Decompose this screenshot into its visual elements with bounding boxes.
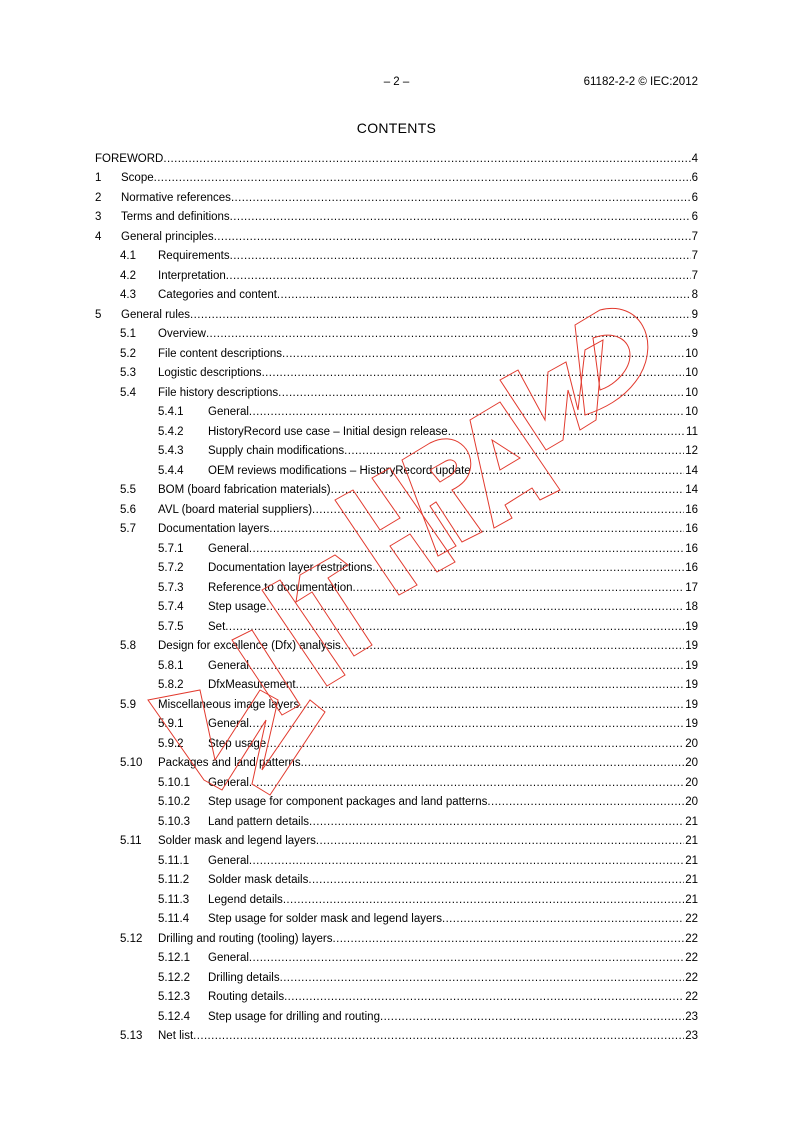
document-id: 61182-2-2 © IEC:2012 bbox=[583, 76, 698, 88]
toc-entry-text: General bbox=[208, 718, 249, 731]
toc-entry[interactable] bbox=[95, 500, 698, 520]
toc-entry-page: 12 bbox=[685, 445, 698, 458]
toc-entry-number: 5.3 bbox=[120, 367, 136, 380]
toc-entry-page: 9 bbox=[691, 328, 698, 341]
toc-entry-text: Interpretation bbox=[158, 269, 226, 282]
toc-entry-page: 8 bbox=[691, 289, 698, 302]
toc-entry[interactable] bbox=[95, 325, 698, 345]
toc-entry-page: 7 bbox=[691, 250, 698, 263]
toc-entry[interactable] bbox=[95, 461, 698, 481]
toc-entry-title bbox=[158, 757, 684, 769]
toc-entry[interactable] bbox=[95, 793, 698, 813]
toc-entry-text: File history descriptions bbox=[158, 386, 279, 399]
toc-entry-title bbox=[208, 991, 684, 1003]
toc-entry-text: Documentation layer restrictions bbox=[208, 562, 373, 575]
toc-entry-page: 10 bbox=[685, 367, 698, 380]
toc-entry[interactable] bbox=[95, 383, 698, 403]
toc-entry-title bbox=[158, 699, 684, 711]
toc-entry[interactable] bbox=[95, 695, 698, 715]
toc-entry-page: 6 bbox=[691, 172, 698, 185]
toc-entry-title bbox=[208, 445, 684, 457]
toc-entry-page: 23 bbox=[685, 1030, 698, 1043]
toc-entry-title bbox=[158, 504, 684, 516]
toc-entry[interactable] bbox=[95, 305, 698, 325]
toc-entry[interactable] bbox=[95, 403, 698, 423]
toc-entry-title bbox=[208, 972, 684, 984]
toc-entry-text: General bbox=[208, 952, 249, 965]
toc-entry[interactable] bbox=[95, 812, 698, 832]
toc-entry-text: General bbox=[208, 776, 249, 789]
toc-entry-title bbox=[158, 328, 691, 340]
toc-entry-number: 5.7.4 bbox=[158, 601, 184, 614]
toc-entry-number: 5.10.2 bbox=[158, 796, 190, 809]
toc-entry-title bbox=[158, 523, 684, 535]
toc-entry-title bbox=[121, 172, 691, 184]
toc-entry[interactable] bbox=[95, 364, 698, 384]
toc-entry-page: 10 bbox=[685, 386, 698, 399]
toc-entry-text: Scope bbox=[121, 172, 154, 185]
toc-entry-title bbox=[95, 153, 691, 165]
toc-entry-text: Step usage for solder mask and legend layers bbox=[208, 913, 442, 926]
toc-entry-title bbox=[158, 640, 684, 652]
toc-entry-number: 5.11 bbox=[120, 835, 142, 848]
toc-entry-number: 5.4.2 bbox=[158, 425, 184, 438]
toc-entry-title bbox=[158, 484, 684, 496]
toc-entry-page: 16 bbox=[685, 523, 698, 536]
toc-entry-title bbox=[121, 192, 691, 204]
toc-entry-number: 5.11.4 bbox=[158, 913, 190, 926]
toc-entry-text: OEM reviews modifications – HistoryRecord update bbox=[208, 464, 471, 477]
toc-entry[interactable] bbox=[95, 734, 698, 754]
toc-entry-text: Solder mask details bbox=[208, 874, 309, 887]
toc-entry-page: 21 bbox=[685, 854, 698, 867]
toc-entry-title bbox=[158, 387, 684, 399]
toc-entry-title bbox=[208, 738, 684, 750]
toc-entry-number: 5.4 bbox=[120, 386, 136, 399]
toc-entry[interactable] bbox=[95, 715, 698, 735]
toc-entry-page: 6 bbox=[691, 191, 698, 204]
toc-entry[interactable] bbox=[95, 247, 698, 267]
toc-entry-text: General bbox=[208, 542, 249, 555]
toc-entry-title bbox=[208, 621, 684, 633]
toc-entry-title bbox=[158, 933, 684, 945]
toc-entry[interactable] bbox=[95, 208, 698, 228]
toc-entry-text: Step usage for drilling and routing bbox=[208, 1010, 380, 1023]
toc-entry-page: 4 bbox=[691, 152, 698, 165]
toc-entry-number: 2 bbox=[95, 191, 102, 204]
toc-entry-page: 19 bbox=[685, 698, 698, 711]
toc-entry-page: 14 bbox=[685, 464, 698, 477]
toc-entry-page: 14 bbox=[685, 484, 698, 497]
toc-entry-number: 5.12.2 bbox=[158, 971, 190, 984]
toc-entry[interactable] bbox=[95, 1007, 698, 1027]
toc-entry-title bbox=[208, 952, 684, 964]
toc-entry[interactable] bbox=[95, 968, 698, 988]
toc-entry-text: Set bbox=[208, 620, 226, 633]
toc-entry-title bbox=[208, 796, 684, 808]
toc-entry-title bbox=[158, 270, 691, 282]
toc-entry-text: Routing details bbox=[208, 991, 285, 1004]
toc-entry-page: 20 bbox=[685, 776, 698, 789]
toc-entry-text: Step usage for component packages and land patterns bbox=[208, 796, 488, 809]
toc-entry-number: 4 bbox=[95, 230, 102, 243]
toc-entry-number: 5.4.4 bbox=[158, 464, 184, 477]
toc-entry[interactable] bbox=[95, 871, 698, 891]
toc-entry-page: 18 bbox=[685, 601, 698, 614]
toc-entry-page: 22 bbox=[685, 991, 698, 1004]
toc-entry-number: 5.8 bbox=[120, 640, 136, 653]
toc-entry-page: 16 bbox=[685, 542, 698, 555]
toc-entry-number: 5.7.2 bbox=[158, 562, 184, 575]
toc-entry[interactable] bbox=[95, 832, 698, 852]
toc-entry-page: 22 bbox=[685, 971, 698, 984]
toc-entry-title bbox=[121, 309, 691, 321]
toc-entry-title bbox=[208, 1011, 684, 1023]
toc-entry-page: 20 bbox=[685, 757, 698, 770]
toc-entry-title bbox=[208, 660, 684, 672]
toc-entry[interactable] bbox=[95, 539, 698, 559]
toc-entry-text: AVL (board material suppliers) bbox=[158, 503, 313, 516]
toc-entry-title bbox=[208, 562, 684, 574]
page-header bbox=[95, 76, 698, 92]
toc-entry-page: 21 bbox=[685, 874, 698, 887]
toc-entry-text: Terms and definitions bbox=[121, 211, 230, 224]
toc-entry-page: 7 bbox=[691, 269, 698, 282]
toc-entry-page: 7 bbox=[691, 230, 698, 243]
toc-entry-page: 17 bbox=[685, 581, 698, 594]
toc-entry-text: General bbox=[208, 406, 249, 419]
table-of-contents bbox=[95, 149, 698, 1046]
toc-entry[interactable] bbox=[95, 754, 698, 774]
toc-entry-page: 20 bbox=[685, 796, 698, 809]
toc-entry-page: 21 bbox=[685, 815, 698, 828]
toc-entry-number: 5.5 bbox=[120, 484, 136, 497]
toc-entry-number: 5.7.1 bbox=[158, 542, 184, 555]
toc-entry-number: 5.7 bbox=[120, 523, 136, 536]
toc-entry-number: 5.11.1 bbox=[158, 854, 190, 867]
toc-entry-text: General bbox=[208, 659, 249, 672]
toc-entry[interactable] bbox=[95, 227, 698, 247]
toc-entry-text: General rules bbox=[121, 308, 191, 321]
toc-entry-number: 5.12 bbox=[120, 932, 143, 945]
toc-entry-title bbox=[208, 913, 684, 925]
toc-entry-number: 5.10 bbox=[120, 757, 143, 770]
toc-entry-page: 11 bbox=[686, 425, 698, 438]
toc-entry-page: 22 bbox=[685, 952, 698, 965]
toc-entry-title bbox=[208, 465, 684, 477]
toc-entry-number: 5.6 bbox=[120, 503, 136, 516]
toc-entry-text: Overview bbox=[158, 328, 206, 341]
toc-entry-title bbox=[208, 874, 684, 886]
toc-entry-text: Net list bbox=[158, 1030, 194, 1043]
toc-entry-title bbox=[121, 211, 691, 223]
toc-entry-page: 10 bbox=[685, 347, 698, 360]
toc-entry-number: 4.1 bbox=[120, 250, 136, 263]
toc-entry-number: 5.8.2 bbox=[158, 679, 184, 692]
toc-entry-page: 19 bbox=[685, 659, 698, 672]
toc-entry-page: 19 bbox=[685, 620, 698, 633]
toc-entry[interactable] bbox=[95, 266, 698, 286]
toc-entry-text: Categories and content bbox=[158, 289, 277, 302]
toc-entry[interactable] bbox=[95, 949, 698, 969]
toc-entry[interactable] bbox=[95, 598, 698, 618]
toc-entry-page: 16 bbox=[685, 562, 698, 575]
toc-entry-number: 3 bbox=[95, 211, 102, 224]
toc-entry[interactable] bbox=[95, 442, 698, 462]
toc-entry-text: BOM (board fabrication materials) bbox=[158, 484, 331, 497]
toc-entry-text: Land pattern details bbox=[208, 815, 310, 828]
toc-entry-text: Requirements bbox=[158, 250, 230, 263]
toc-entry-number: 5.8.1 bbox=[158, 659, 184, 672]
toc-entry-number: 5.13 bbox=[120, 1030, 143, 1043]
toc-entry[interactable] bbox=[95, 286, 698, 306]
toc-entry-title bbox=[208, 816, 684, 828]
toc-entry-text: Documentation layers bbox=[158, 523, 270, 536]
toc-entry[interactable] bbox=[95, 149, 698, 169]
toc-entry-text: HistoryRecord use case – Initial design release bbox=[208, 425, 448, 438]
toc-entry[interactable] bbox=[95, 520, 698, 540]
toc-entry[interactable] bbox=[95, 890, 698, 910]
toc-entry-number: 5.11.3 bbox=[158, 893, 190, 906]
toc-entry-number: 5.12.3 bbox=[158, 991, 190, 1004]
toc-entry-number: 5.7.5 bbox=[158, 620, 184, 633]
toc-entry-title bbox=[208, 777, 684, 789]
toc-entry-text: Normative references bbox=[121, 191, 231, 204]
toc-entry-number: 5.12.4 bbox=[158, 1010, 190, 1023]
toc-entry-title bbox=[208, 543, 684, 555]
toc-entry-text: General principles bbox=[121, 230, 214, 243]
toc-entry-number: 5.9 bbox=[120, 698, 136, 711]
toc-entry-title bbox=[208, 426, 685, 438]
toc-entry-number: 5.10.1 bbox=[158, 776, 190, 789]
page-number: – 2 – bbox=[383, 76, 410, 88]
toc-entry-number: 5.10.3 bbox=[158, 815, 190, 828]
toc-entry-page: 22 bbox=[685, 913, 698, 926]
toc-entry-title bbox=[158, 367, 684, 379]
page-title: CONTENTS bbox=[356, 120, 437, 136]
toc-entry[interactable] bbox=[95, 559, 698, 579]
toc-entry-title bbox=[208, 679, 684, 691]
toc-entry-title bbox=[158, 348, 684, 360]
toc-entry-number: 5.2 bbox=[120, 347, 136, 360]
toc-entry-text: Drilling and routing (tooling) layers bbox=[158, 932, 333, 945]
toc-entry-page: 21 bbox=[685, 893, 698, 906]
toc-entry-text: FOREWORD bbox=[95, 152, 164, 165]
toc-entry-text: Packages and land patterns bbox=[158, 757, 301, 770]
toc-entry-title bbox=[158, 835, 684, 847]
toc-entry-page: 21 bbox=[685, 835, 698, 848]
toc-entry[interactable] bbox=[95, 578, 698, 598]
toc-entry-title bbox=[158, 1030, 684, 1042]
toc-entry-text: Step usage bbox=[208, 737, 267, 750]
toc-entry[interactable] bbox=[95, 773, 698, 793]
toc-entry[interactable] bbox=[95, 188, 698, 208]
toc-entry-page: 20 bbox=[685, 737, 698, 750]
toc-entry-title bbox=[208, 406, 684, 418]
toc-entry-number: 1 bbox=[95, 172, 102, 185]
toc-entry-title bbox=[121, 231, 691, 243]
toc-entry-text: Reference to documentation bbox=[208, 581, 353, 594]
toc-entry-title bbox=[158, 289, 691, 301]
toc-entry-text: File content descriptions bbox=[158, 347, 283, 360]
toc-entry-number: 5.4.3 bbox=[158, 445, 184, 458]
toc-entry-number: 5.12.1 bbox=[158, 952, 190, 965]
toc-entry-text: Solder mask and legend layers bbox=[158, 835, 316, 848]
toc-entry-title bbox=[208, 601, 684, 613]
toc-entry-text: General bbox=[208, 854, 249, 867]
toc-entry-title bbox=[158, 250, 691, 262]
toc-entry[interactable] bbox=[95, 929, 698, 949]
toc-entry-page: 19 bbox=[685, 640, 698, 653]
toc-entry-page: 10 bbox=[685, 406, 698, 419]
toc-entry-title bbox=[208, 582, 684, 594]
toc-entry[interactable] bbox=[95, 676, 698, 696]
toc-entry-number: 5 bbox=[95, 308, 102, 321]
toc-entry-number: 4.2 bbox=[120, 269, 136, 282]
toc-entry[interactable] bbox=[95, 988, 698, 1008]
toc-entry-page: 16 bbox=[685, 503, 698, 516]
toc-entry-text: DfxMeasurement bbox=[208, 679, 296, 692]
toc-entry-number: 5.4.1 bbox=[158, 406, 184, 419]
toc-entry[interactable] bbox=[95, 169, 698, 189]
toc-entry-number: 4.3 bbox=[120, 289, 136, 302]
toc-entry-text: Design for excellence (Dfx) analysis bbox=[158, 640, 341, 653]
toc-entry-title bbox=[208, 718, 684, 730]
toc-entry-page: 23 bbox=[685, 1010, 698, 1023]
toc-entry[interactable] bbox=[95, 656, 698, 676]
toc-entry-title bbox=[208, 855, 684, 867]
toc-entry-text: Miscellaneous image layers bbox=[158, 698, 300, 711]
toc-entry-number: 5.7.3 bbox=[158, 581, 184, 594]
toc-entry-number: 5.1 bbox=[120, 328, 136, 341]
toc-entry[interactable] bbox=[95, 481, 698, 501]
toc-entry-text: Legend details bbox=[208, 893, 283, 906]
toc-entry-number: 5.9.2 bbox=[158, 737, 184, 750]
toc-entry-page: 22 bbox=[685, 932, 698, 945]
toc-entry[interactable] bbox=[95, 851, 698, 871]
toc-entry[interactable] bbox=[95, 344, 698, 364]
toc-entry-text: Supply chain modifications bbox=[208, 445, 345, 458]
toc-entry[interactable] bbox=[95, 637, 698, 657]
toc-entry-text: Drilling details bbox=[208, 971, 280, 984]
toc-entry-title bbox=[208, 894, 684, 906]
toc-entry[interactable] bbox=[95, 617, 698, 637]
toc-entry[interactable] bbox=[95, 1027, 698, 1047]
toc-entry-number: 5.11.2 bbox=[158, 874, 190, 887]
toc-entry[interactable] bbox=[95, 910, 698, 930]
toc-entry-text: Step usage bbox=[208, 601, 267, 614]
toc-entry-number: 5.9.1 bbox=[158, 718, 184, 731]
toc-entry-page: 9 bbox=[691, 308, 698, 321]
toc-entry-page: 19 bbox=[685, 679, 698, 692]
toc-entry-page: 19 bbox=[685, 718, 698, 731]
toc-entry-page: 6 bbox=[691, 211, 698, 224]
toc-entry[interactable] bbox=[95, 422, 698, 442]
toc-entry-text: Logistic descriptions bbox=[158, 367, 262, 380]
